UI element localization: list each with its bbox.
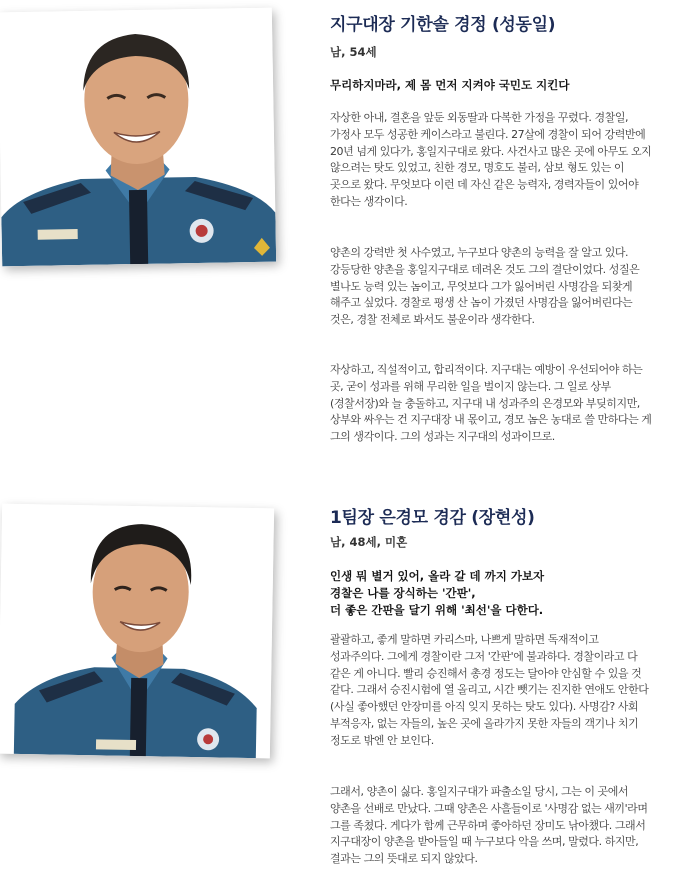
motto-line: 인생 뭐 별거 있어, 올라 갈 데 까지 가보자	[330, 569, 545, 583]
character-description: 그래서, 양촌이 싫다. 홍일지구대가 파출소일 당시, 그는 이 곳에서 양촌을 선배로 만났다. 그때 양촌은 사흘들이로 '사명감 없는 새끼'라며 그를 족쳤다. 게다가 함께 근무하며 좋아하던 장미도 낚아챘다. 그래서 지구대장이 양촌을 받아들일 때 누구보다 악을 쓰며, 말렸다. 하지만, 결과는 그의 뜻대로 되지 않았다.	[330, 785, 648, 866]
character-name: 1팀장 은경모 경감 (장현성)	[330, 508, 535, 528]
character-meta: 남, 48세, 미혼	[330, 535, 408, 549]
motto-line: 경찰은 나를 장식하는 '간판',	[330, 586, 476, 600]
character-description: 양촌의 강력반 첫 사수였고, 누구보다 양촌의 능력을 잘 알고 있다. 강등당한 양촌을 홍일지구대로 데려온 것도 그의 결단이었다. 성질은 별나도 능력 있는 놈이고, 무엇보다 그가 잃어버린 사명감을 되찾게 해주고 싶었다. 경찰로 평생 산 놈이 가졌던 사명감을 잃어버린다는 것은, 경찰 전체로 봐서도 불운이라 생각한다.	[330, 246, 640, 327]
profile-card-2	[0, 498, 695, 891]
profile-photo-1	[0, 8, 276, 267]
profile-photo-2	[0, 504, 274, 759]
character-motto	[330, 568, 544, 619]
character-description: 괄괄하고, 좋게 말하면 카리스마, 나쁘게 말하면 독재적이고 성과주의다. 그에게 경찰이란 그저 '간판'에 불과하다. 경찰이라고 다 같은 게 아니다. 빨리 승진해서 총경 정도는 달아야 안심할 수 있을 것 같다. 그래서 승진시험에 열 올리고, 시간 뺏기는 진지한 연애도 안한다 (사실 좋아했던 안장미를 아직 잊지 못하는 탓도 있다). 사명감? 사회 부적응자, 없는 자들의, 높은 곳에 올라가지 못한 자들의 객기나 치기 정도로 밖엔 안 보인다.	[330, 633, 649, 747]
character-meta: 남, 54세	[330, 45, 377, 59]
character-description: 자상한 아내, 결혼을 앞둔 외동딸과 다복한 가정을 꾸렸다. 경찰일, 가정사 모두 성공한 케이스라고 불린다. 27살에 경찰이 되어 강력반에 20년 넘게 있다가, 홍일지구대로 왔다. 사건사고 많은 곳에 아무도 오지 않으려는 탓도 있었고, 친한 경모, 명호도 불러, 삼보 형도 있는 이 곳으로 왔다. 무엇보다 이런 데 자신 같은 능력자, 경력자들이 있어야 한다는 생각이다.	[330, 111, 652, 208]
motto-line: 더 좋은 간판을 달기 위해 '최선'을 다한다.	[330, 603, 544, 617]
character-name: 지구대장 기한솔 경정 (성동일)	[330, 15, 556, 35]
officer-portrait-image	[0, 504, 274, 759]
character-description: 자상하고, 직설적이고, 합리적이다. 지구대는 예방이 우선되어야 하는 곳, 굳이 성과를 위해 무리한 일을 벌이지 않는다. 그 일로 상부(경찰서장)와 늘 충돌하고, 지구대 내 성과주의 은경모와 부딪히지만, 상부와 싸우는 건 지구대장 내 몫이고, 경모 놈은 농대로 쓸 만하다는 게 그의 생각이다. 그의 성과는 지구대의 성과이므로.	[330, 363, 652, 444]
officer-portrait-image	[0, 8, 276, 267]
character-motto: 무리하지마라, 제 몸 먼저 지켜야 국민도 지킨다	[330, 78, 570, 92]
